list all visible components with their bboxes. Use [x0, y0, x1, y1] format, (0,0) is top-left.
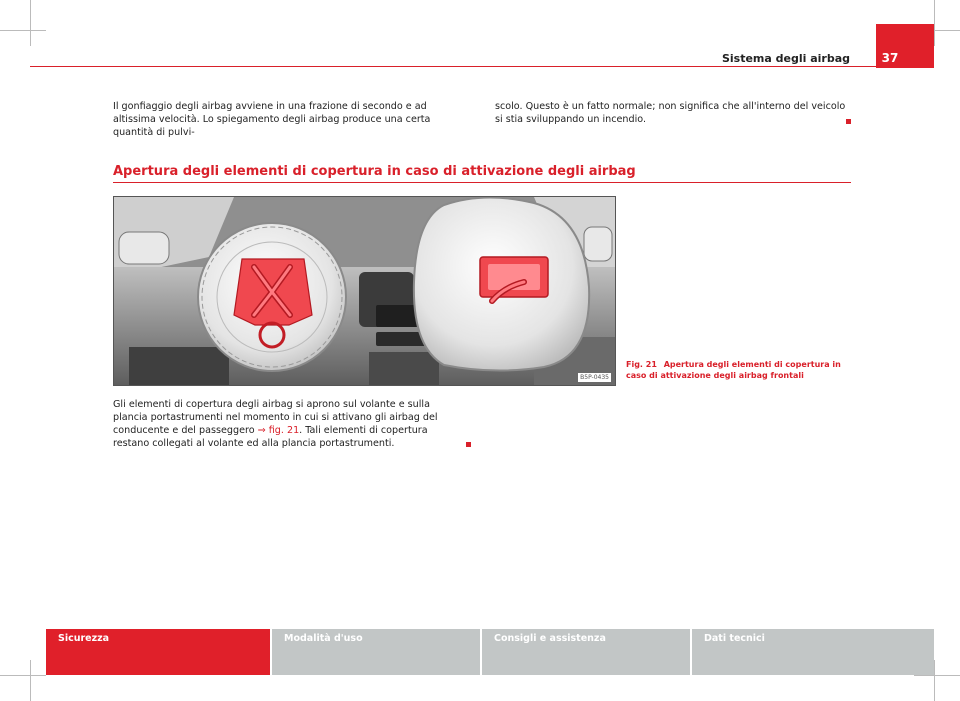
figure-caption-label: Fig. 21 — [626, 360, 657, 369]
intro-text-left: Il gonfiaggio degli airbag avviene in una frazione di secondo e ad altissima velocità. Lo spiegamento degli airbag produce una certa quantità di pulvi- — [113, 101, 431, 138]
section-title: Apertura degli elementi di copertura in caso di attivazione degli airbag — [113, 164, 636, 179]
crop-mark — [934, 0, 935, 46]
footer-tab-sicurezza[interactable] — [46, 629, 270, 675]
footer-tab-modalita-duso[interactable] — [272, 629, 480, 675]
footer-tab-label: Modalità d'uso — [284, 633, 363, 644]
crop-mark — [0, 675, 46, 676]
figure-caption-text: Apertura degli elementi di copertura in caso di attivazione degli airbag frontali — [626, 360, 841, 380]
intro-paragraph-right — [495, 100, 853, 126]
airbag-figure — [113, 196, 616, 386]
page-number-tab — [876, 24, 934, 68]
body-text-before: Gli elementi di copertura degli airbag si aprono sul volante e sulla plancia portastrumenti nel momento in cui si attivano gli airbag del conducente e del passeggero — [113, 399, 438, 436]
intro-text-right: scolo. Questo è un fatto normale; non significa che all'interno del veicolo si stia sviluppando un incendio. — [495, 101, 846, 125]
crop-mark — [934, 660, 935, 701]
figure-code: B5P-0435 — [580, 374, 609, 381]
page-number: 37 — [881, 51, 899, 65]
section-rule — [113, 182, 851, 183]
body-text-after: . Tali elementi di copertura restano collegati al volante ed alla plancia portastrumenti. — [113, 425, 428, 449]
end-of-section-mark — [846, 119, 851, 124]
end-of-section-mark — [466, 442, 471, 447]
footer-tab-label: Sicurezza — [58, 633, 110, 644]
footer-tab-label: Consigli e assistenza — [494, 633, 606, 644]
footer-tab-dati-tecnici[interactable] — [692, 629, 934, 675]
crop-mark — [30, 0, 31, 46]
crop-mark — [914, 675, 960, 676]
airbag-illustration — [114, 197, 615, 385]
body-paragraph — [113, 398, 465, 450]
footer-tab-consigli-e-assistenza[interactable] — [482, 629, 690, 675]
intro-paragraph-left — [113, 100, 465, 139]
header-rule — [30, 66, 876, 67]
running-header-title: Sistema degli airbag — [721, 52, 850, 65]
crop-mark — [0, 30, 46, 31]
footer-tab-label: Dati tecnici — [704, 633, 765, 644]
figure-reference-link[interactable]: ⇒ fig. 21 — [257, 425, 300, 436]
crop-mark — [30, 660, 31, 701]
figure-caption — [626, 360, 856, 381]
